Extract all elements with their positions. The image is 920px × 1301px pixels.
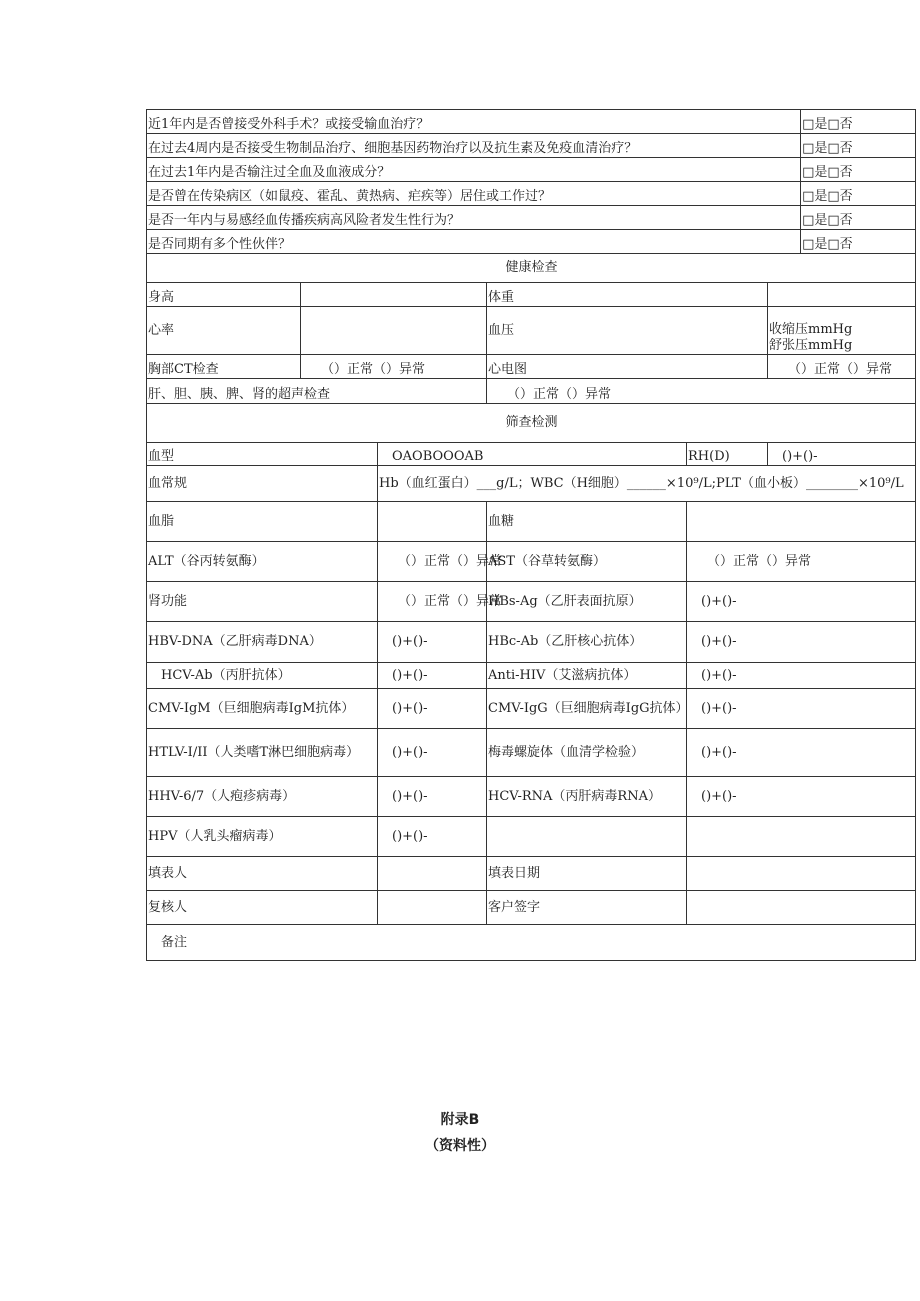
question-text: 在过去4周内是否接受生物制品治疗、细胞基因药物治疗以及抗生素及免疫血清治疗？	[147, 134, 801, 158]
screening-section-title: 筛查检测	[147, 404, 916, 443]
ecg-options[interactable]: （）正常（）异常	[768, 355, 916, 379]
test-result[interactable]: ()+()-	[378, 689, 487, 729]
question-text: 是否一年内与易感经血传播疾病高风险者发生性行为？	[147, 206, 801, 230]
test-label: HPV（人乳头瘤病毒）	[147, 817, 378, 857]
blood-pressure-label: 血压	[487, 307, 768, 355]
yes-no-checkbox[interactable]: □是□否	[801, 134, 916, 158]
test-result[interactable]: ()+()-	[378, 729, 487, 777]
test-result[interactable]: ()+()-	[687, 729, 916, 777]
test-label: HCV-RNA（丙肝病毒RNA）	[487, 777, 687, 817]
heart-rate-field[interactable]	[301, 307, 487, 355]
weight-label: 体重	[487, 283, 768, 307]
test-label: CMV-IgM（巨细胞病毒IgM抗体）	[147, 689, 378, 729]
heart-rate-label: 心率	[147, 307, 301, 355]
test-label: CMV-IgG（巨细胞病毒IgG抗体）	[487, 689, 687, 729]
test-result[interactable]: ()+()-	[378, 622, 487, 663]
test-result[interactable]: ()+()-	[687, 689, 916, 729]
yes-no-checkbox[interactable]: □是□否	[801, 110, 916, 134]
test-result[interactable]	[687, 502, 916, 542]
screening-row	[147, 582, 916, 622]
screening-row	[147, 689, 916, 729]
ultrasound-options[interactable]: （）正常（）异常	[487, 379, 916, 404]
test-label: AST（谷草转氨酶）	[487, 542, 687, 582]
question-row	[147, 182, 916, 206]
screening-row	[147, 622, 916, 663]
test-label: 血糖	[487, 502, 687, 542]
screening-row	[147, 502, 916, 542]
filler-label: 填表人	[147, 857, 378, 891]
filler-field[interactable]	[378, 857, 487, 891]
yes-no-checkbox[interactable]: □是□否	[801, 206, 916, 230]
appendix-title: 附录B	[440, 1112, 480, 1128]
test-result[interactable]: （）正常（）异常	[687, 542, 916, 582]
question-row	[147, 206, 916, 230]
test-result[interactable]: ()+()-	[687, 663, 916, 689]
appendix-subtitle: （资料性）	[425, 1138, 495, 1154]
cbc-field[interactable]: Hb（血红蛋白）___g/L；WBC（H细胞）______×10⁹/L;PLT（血小板）________×10⁹/L	[378, 466, 916, 502]
remarks-field[interactable]: 备注	[147, 925, 916, 961]
ultrasound-label: 肝、胆、胰、脾、肾的超声检查	[147, 379, 487, 404]
yes-no-checkbox[interactable]: □是□否	[801, 230, 916, 254]
question-row	[147, 110, 916, 134]
test-result[interactable]: （）正常（）异常	[378, 542, 487, 582]
chest-ct-options[interactable]: （）正常（）异常	[301, 355, 487, 379]
test-result[interactable]: ()+()-	[687, 777, 916, 817]
client-sign-field[interactable]	[687, 891, 916, 925]
height-field[interactable]	[301, 283, 487, 307]
test-label: HCV-Ab（丙肝抗体）	[147, 663, 378, 689]
test-label	[487, 817, 687, 857]
health-section-title: 健康检查	[147, 254, 916, 283]
question-row	[147, 230, 916, 254]
blood-pressure-field[interactable]	[768, 307, 916, 355]
test-result[interactable]: （）正常（）异常	[378, 582, 487, 622]
screening-row	[147, 817, 916, 857]
test-label: HBs-Ag（乙肝表面抗原）	[487, 582, 687, 622]
test-result[interactable]	[687, 817, 916, 857]
test-result[interactable]: ()+()-	[378, 663, 487, 689]
height-label: 身高	[147, 283, 301, 307]
client-sign-label: 客户签字	[487, 891, 687, 925]
rh-options[interactable]: ()+()-	[768, 443, 916, 466]
weight-field[interactable]	[768, 283, 916, 307]
question-row	[147, 158, 916, 182]
screening-row	[147, 542, 916, 582]
test-result[interactable]: ()+()-	[687, 582, 916, 622]
systolic-unit: 收缩压mmHg	[769, 322, 853, 337]
screening-row	[147, 729, 916, 777]
question-text: 近1年内是否曾接受外科手术？或接受输血治疗？	[147, 110, 801, 134]
cbc-label: 血常规	[147, 466, 378, 502]
test-label: HTLV-I/II（人类嗜T淋巴细胞病毒）	[147, 729, 378, 777]
ecg-label: 心电图	[487, 355, 768, 379]
screening-row	[147, 663, 916, 689]
reviewer-field[interactable]	[378, 891, 487, 925]
test-result[interactable]: ()+()-	[378, 777, 487, 817]
question-text: 在过去1年内是否输注过全血及血液成分？	[147, 158, 801, 182]
question-row	[147, 134, 916, 158]
blood-type-options[interactable]: OAOBOOOAB	[378, 443, 687, 466]
blood-type-label: 血型	[147, 443, 378, 466]
fill-date-label: 填表日期	[487, 857, 687, 891]
test-label: HBV-DNA（乙肝病毒DNA）	[147, 622, 378, 663]
test-label: 肾功能	[147, 582, 378, 622]
test-label: Anti-HIV（艾滋病抗体）	[487, 663, 687, 689]
test-result[interactable]: ()+()-	[378, 817, 487, 857]
test-label: 梅毒螺旋体（血清学检验）	[487, 729, 687, 777]
question-text: 是否同期有多个性伙伴？	[147, 230, 801, 254]
screening-row	[147, 777, 916, 817]
fill-date-field[interactable]	[687, 857, 916, 891]
test-result[interactable]: ()+()-	[687, 622, 916, 663]
yes-no-checkbox[interactable]: □是□否	[801, 158, 916, 182]
donor-form-table	[146, 109, 916, 961]
test-label: HHV-6/7（人疱疹病毒）	[147, 777, 378, 817]
test-label: 血脂	[147, 502, 378, 542]
yes-no-checkbox[interactable]: □是□否	[801, 182, 916, 206]
reviewer-label: 复核人	[147, 891, 378, 925]
diastolic-unit: 舒张压mmHg	[769, 338, 853, 353]
test-result[interactable]	[378, 502, 487, 542]
test-label: HBc-Ab（乙肝核心抗体）	[487, 622, 687, 663]
rh-label: RH(D)	[687, 443, 768, 466]
test-label: ALT（谷丙转氨酶）	[147, 542, 378, 582]
chest-ct-label: 胸部CT检查	[147, 355, 301, 379]
question-text: 是否曾在传染病区（如鼠疫、霍乱、黄热病、疟疾等）居住或工作过？	[147, 182, 801, 206]
